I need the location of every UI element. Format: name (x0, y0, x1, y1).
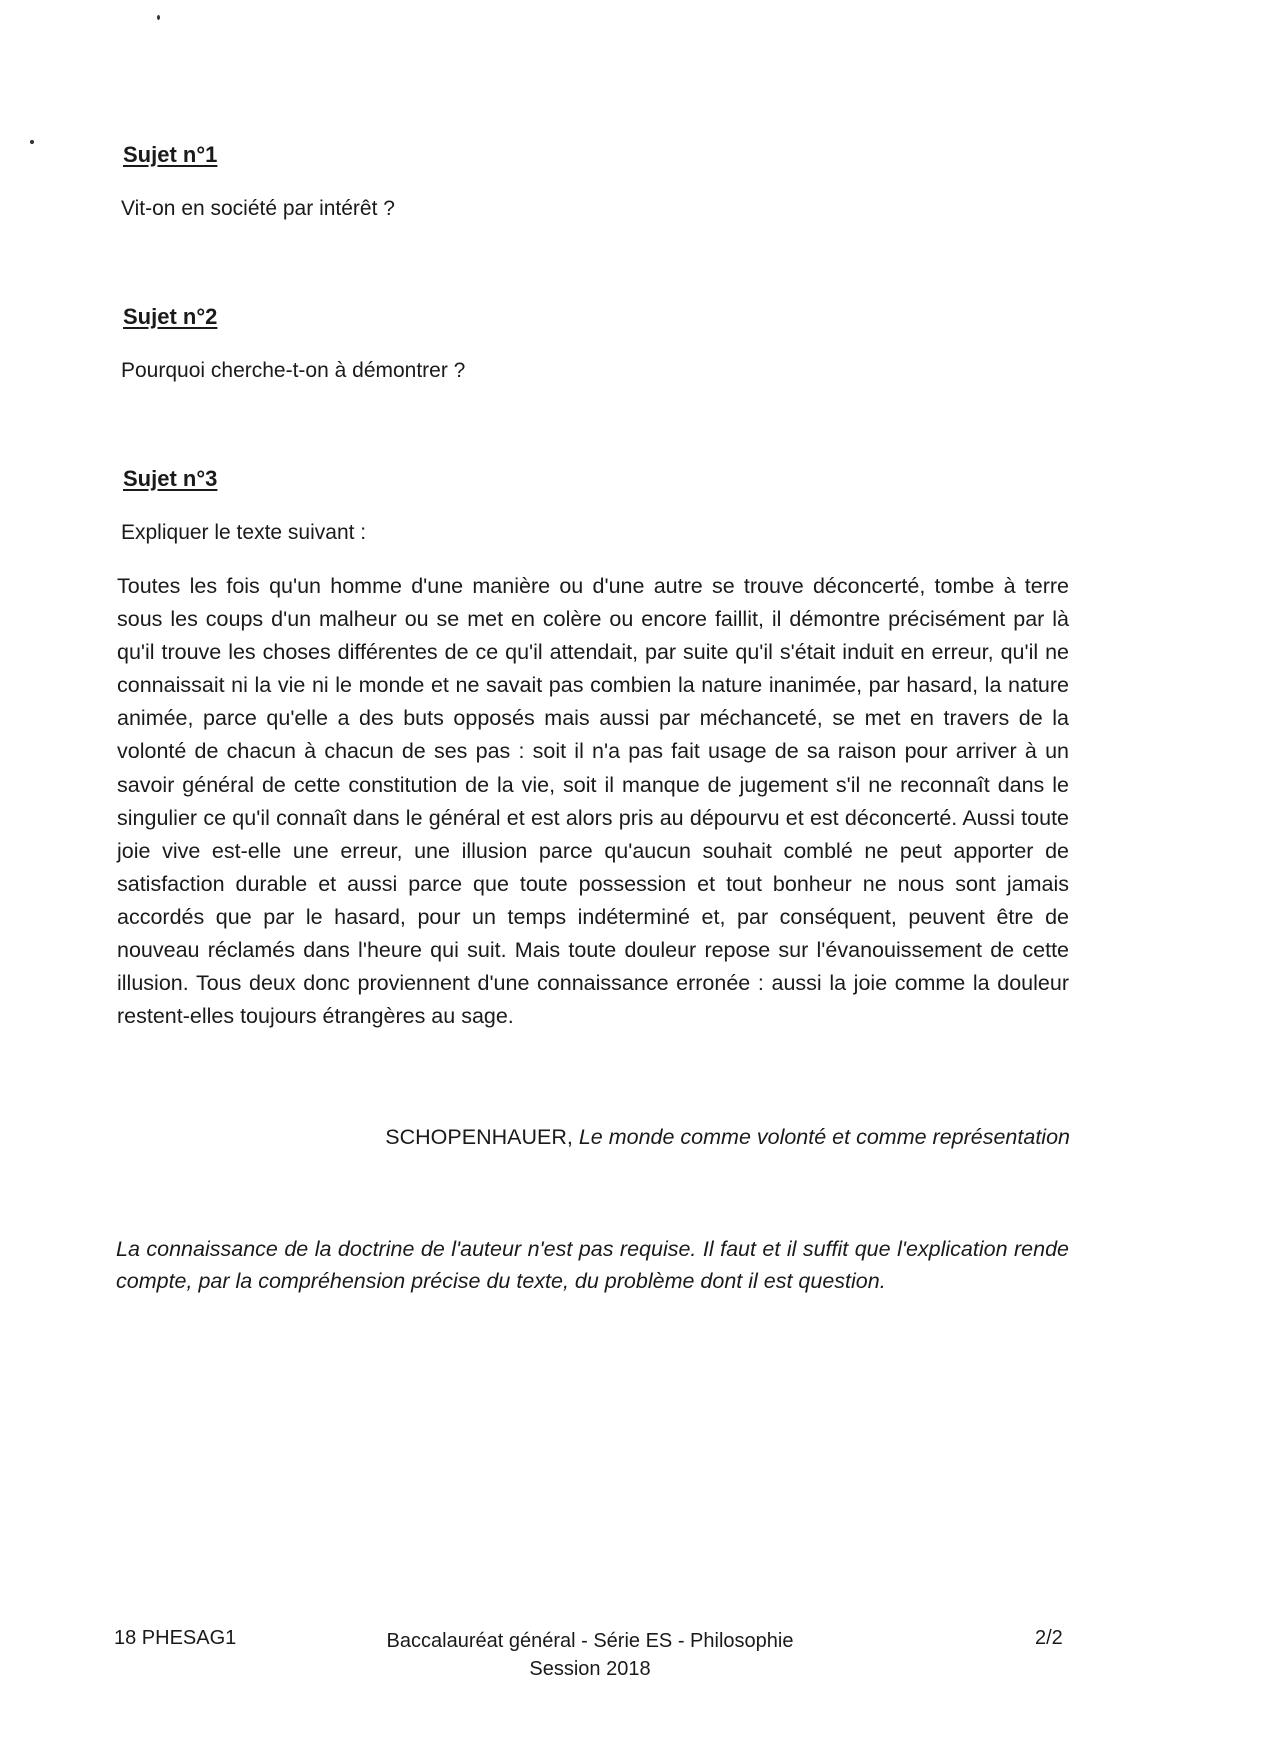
subject-2-heading: Sujet n°2 (123, 304, 218, 329)
footer-exam-title (320, 1627, 860, 1683)
footer-session: Session 2018 (529, 1658, 651, 1680)
subject-3-heading: Sujet n°3 (123, 466, 218, 491)
subject-1-question: Vit-on en société par intérêt ? (121, 197, 395, 220)
footer-page-number: 2/2 (1035, 1627, 1063, 1649)
attribution-work: Le monde comme volonté et comme représentation (578, 1125, 1070, 1149)
footer-exam-name: Baccalauréat général - Série ES - Philosophie (386, 1630, 794, 1652)
subject-2-question: Pourquoi cherche-t-on à démontrer ? (121, 359, 466, 382)
instruction-note: La connaissance de la doctrine de l'auteur n'est pas requise. Il faut et il suffit que l'explication rende compte, par la compréhension précise du texte, du problème dont il est question. (116, 1237, 1069, 1293)
scan-speck (30, 140, 34, 144)
subject-1-heading: Sujet n°1 (123, 142, 218, 167)
passage-text: Toutes les fois qu'un homme d'une manière ou d'une autre se trouve déconcerté, tombe à terre sous les coups d'un malheur ou se met en colère ou encore faillit, il démontre précisément par là qu'il trouve les choses différentes de ce qu'il attendait, par suite qu'il s'était induit en erreur, qu'il ne connaissait ni la vie ni le monde et ne savait pas combien la nature inanimée, par hasard, la nature animée, parce qu'elle a des buts opposés mais aussi par méchanceté, se met en travers de la volonté de chacun à chacun de ses pas : soit il n'a pas fait usage de sa raison pour arriver à un savoir général de cette constitution de la vie, soit il manque de jugement s'il ne reconnaît dans le singulier ce qu'il connaît dans le général et est alors pris au dépourvu et est déconcerté. Aussi toute joie vive est-elle une erreur, une illusion parce qu'aucun souhait comblé ne peut apporter de satisfaction durable et aussi parce que toute possession et tout bonheur ne nous sont jamais accordés que par le hasard, pour un temps indéterminé et, par conséquent, peuvent être de nouveau réclamés dans l'heure qui suit. Mais toute douleur repose sur l'évanouissement de cette illusion. Tous deux donc proviennent d'une connaissance erronée : aussi la joie comme la douleur restent-elles toujours étrangères au sage. (117, 574, 1069, 1029)
attribution-author: SCHOPENHAUER, (385, 1125, 573, 1149)
scan-speck (157, 15, 160, 20)
attribution (385, 1125, 1070, 1150)
subject-3-instruction: Expliquer le texte suivant : (121, 521, 367, 544)
footer-exam-code: 18 PHESAG1 (114, 1627, 237, 1649)
